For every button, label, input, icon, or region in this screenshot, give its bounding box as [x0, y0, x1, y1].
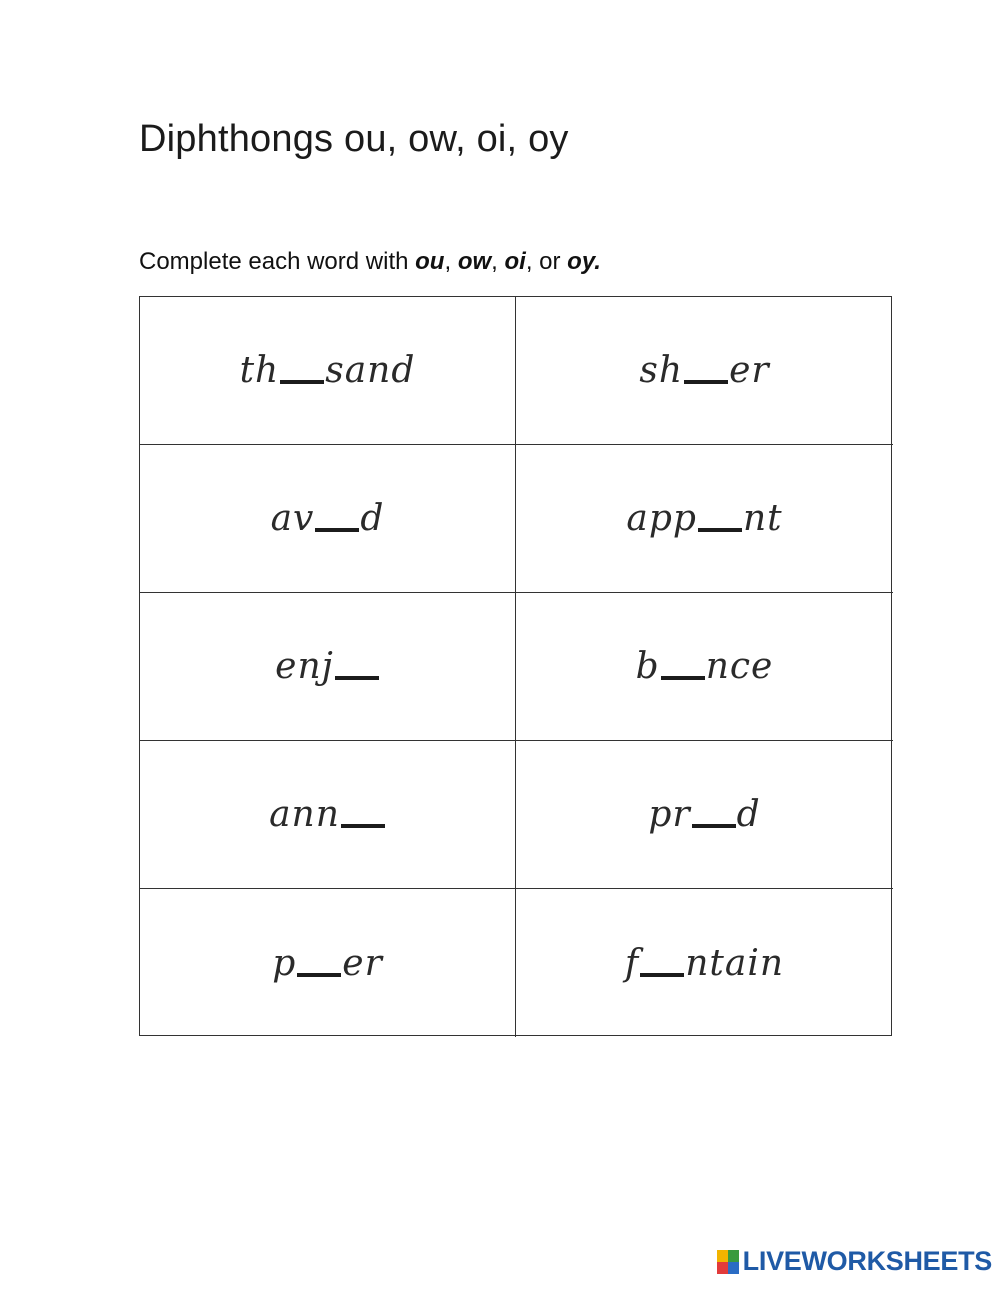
word	[272, 943, 383, 984]
word	[271, 498, 385, 539]
logo-text: LIVEWORKSHEETS	[742, 1246, 992, 1276]
logo-block	[728, 1262, 739, 1274]
page-title: Diphthongs ou, ow, oi, oy	[139, 118, 569, 160]
word-cell	[516, 297, 893, 445]
answer-blank[interactable]	[297, 973, 341, 977]
word	[269, 794, 386, 835]
word	[636, 646, 774, 687]
separator: , or	[525, 248, 568, 275]
word-start: sh	[639, 350, 684, 391]
answer-blank[interactable]	[698, 528, 742, 532]
word	[275, 646, 380, 687]
word-cell	[140, 593, 516, 741]
logo-block	[717, 1250, 728, 1262]
separator: ,	[444, 248, 458, 275]
word-cell	[140, 445, 516, 593]
answer-blank[interactable]	[335, 676, 379, 680]
word-cell	[140, 889, 516, 1037]
word-start: pr	[648, 794, 691, 835]
word-grid	[139, 296, 892, 1036]
word	[639, 350, 769, 391]
word	[626, 498, 782, 539]
word-end: er	[342, 942, 383, 984]
word	[648, 794, 760, 835]
word-cell	[140, 741, 516, 889]
word-start: av	[270, 498, 315, 539]
logo-block	[728, 1250, 739, 1262]
instructions-prefix: Complete each word with	[139, 248, 416, 275]
word-start: p	[272, 942, 297, 984]
word-end: sand	[325, 350, 416, 391]
answer-blank[interactable]	[341, 824, 385, 828]
answer-blank[interactable]	[692, 824, 736, 828]
word-end: ntain	[685, 942, 785, 984]
word-end: nce	[705, 646, 774, 687]
logo-block	[717, 1262, 728, 1274]
word-start: b	[635, 646, 660, 687]
word-start: th	[239, 350, 280, 391]
option-oi: oi	[504, 248, 526, 275]
word	[240, 350, 416, 391]
word-start: enj	[275, 646, 334, 687]
liveworksheets-logo	[717, 1246, 992, 1277]
instructions	[139, 248, 601, 276]
option-ou: ou	[415, 248, 445, 275]
separator: ,	[491, 248, 505, 275]
answer-blank[interactable]	[640, 973, 684, 977]
word-cell	[516, 889, 893, 1037]
answer-blank[interactable]	[684, 380, 728, 384]
word-end: nt	[742, 498, 783, 539]
word-end: d	[736, 794, 761, 835]
answer-blank[interactable]	[280, 380, 324, 384]
word-start: ann	[269, 794, 340, 835]
word	[625, 943, 784, 984]
word-end: d	[360, 498, 385, 539]
word-start: app	[626, 498, 697, 539]
answer-blank[interactable]	[661, 676, 705, 680]
word-cell	[516, 741, 893, 889]
word-start: f	[624, 942, 640, 984]
option-oy: oy.	[567, 248, 601, 275]
word-cell	[516, 445, 893, 593]
word-cell	[516, 593, 893, 741]
option-ow: ow	[457, 248, 492, 275]
answer-blank[interactable]	[315, 528, 359, 532]
word-cell	[140, 297, 516, 445]
word-end: er	[729, 350, 770, 391]
logo-blocks-icon	[717, 1250, 739, 1274]
